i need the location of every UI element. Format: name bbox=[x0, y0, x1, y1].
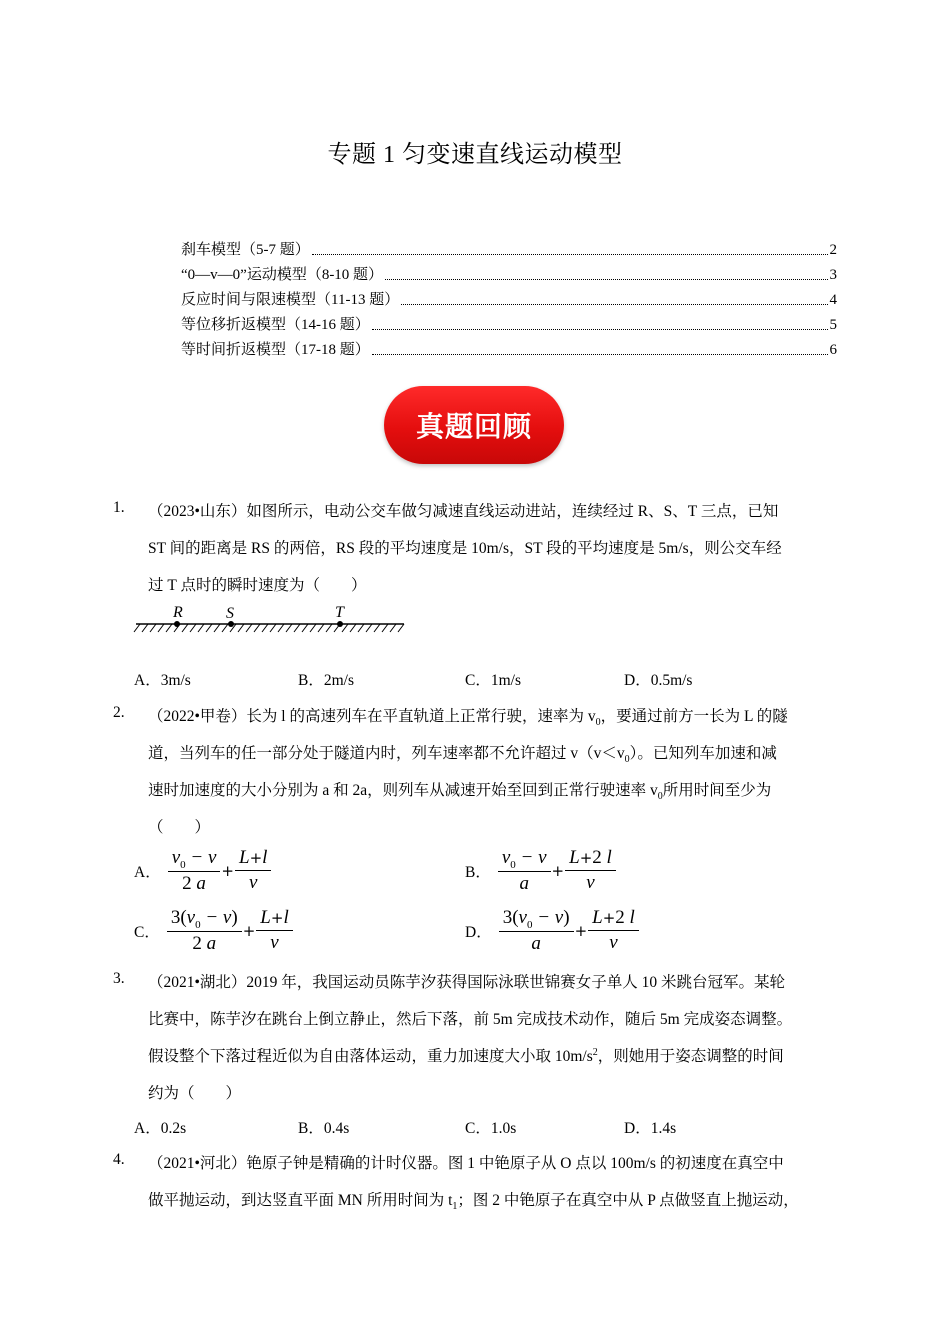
toc-page: 6 bbox=[829, 342, 837, 358]
option-key: A． bbox=[134, 864, 161, 881]
toc-label: 等位移折返模型（14-16 题） bbox=[181, 317, 370, 333]
formula-c: $\frac{3(v_0 - v)}{2 a}$ + $\frac{L+l}{v}$ bbox=[166, 907, 294, 956]
toc-entry[interactable] bbox=[181, 337, 837, 359]
option-a[interactable] bbox=[134, 846, 272, 896]
option-key: C． bbox=[134, 924, 160, 941]
point-r bbox=[174, 621, 180, 627]
question-text: 道，当列车的任一部分处于隧道内时，列车速率都不允许超过 $v(v<v_0)$。已知列车加速和减 bbox=[148, 745, 777, 766]
label-s: S bbox=[226, 605, 234, 622]
toc-page: 3 bbox=[829, 267, 837, 283]
option-d[interactable] bbox=[465, 906, 640, 956]
toc-page: 5 bbox=[829, 317, 837, 333]
option-key: B． bbox=[465, 864, 491, 881]
question-number: 2. bbox=[113, 704, 125, 721]
formula-b: $\frac{v_0 - v}{a}$ + $\frac{L+2 l}{v}$ bbox=[497, 847, 617, 896]
question-text: 约为（ ） bbox=[148, 1085, 242, 1102]
question-text: 过 T 点时的瞬时速度为（ ） bbox=[148, 577, 367, 594]
toc-label: 刹车模型（5-7 题） bbox=[181, 242, 310, 258]
option-b[interactable]: B．0.4s bbox=[298, 1120, 350, 1137]
question-text: （2022•甲卷）长为 l 的高速列车在平直轨道上正常行驶，速率为 $v_0$，要通过前方一长为 L 的隧 bbox=[148, 708, 788, 729]
question-text: 速时加速度的大小分别为 a 和 2a，则列车从减速开始至回到正常行驶速率 $v_0$所用时间至少为 bbox=[148, 782, 772, 803]
toc-entry[interactable] bbox=[181, 262, 837, 284]
option-c[interactable]: C．1m/s bbox=[465, 672, 521, 689]
option-d[interactable]: D．1.4s bbox=[624, 1120, 677, 1137]
formula-a: $\frac{v_0 - v}{2 a}$ + $\frac{L+l}{v}$ bbox=[167, 847, 273, 896]
question-text: ST 间的距离是 RS 的两倍，RS 段的平均速度是 10m/s，ST 段的平均速度是 5m/s，则公交车经 bbox=[148, 540, 782, 557]
option-c[interactable] bbox=[134, 906, 294, 956]
toc-entry[interactable] bbox=[181, 312, 837, 334]
label-r: R bbox=[173, 604, 183, 621]
label-t: T bbox=[335, 604, 344, 621]
option-b[interactable] bbox=[465, 846, 617, 896]
toc-leader bbox=[372, 329, 828, 330]
section-banner bbox=[384, 386, 564, 464]
question-text: （2021•河北）铯原子钟是精确的计时仪器。图 1 中铯原子从 O 点以 100m/s 的初速度在真空中 bbox=[148, 1155, 784, 1172]
question-text: 比赛中，陈芋汐在跳台上倒立静止，然后下落，前 5m 完成技术动作，随后 5m 完成姿态调整。 bbox=[148, 1011, 793, 1028]
formula-d: $\frac{3(v_0 - v)}{a}$ + $\frac{L+2 l}{v}$ bbox=[498, 907, 640, 956]
question-text: 假设整个下落过程近似为自由落体运动，重力加速度大小取 $10m/s^2$，则她用于姿态调整的时间 bbox=[148, 1046, 784, 1065]
question-number: 4. bbox=[113, 1151, 125, 1168]
point-t bbox=[337, 621, 343, 627]
toc-entry[interactable] bbox=[181, 287, 837, 309]
toc-page: 4 bbox=[829, 292, 837, 308]
question-text: （2021•湖北）2019 年，我国运动员陈芋汐获得国际泳联世锦赛女子单人 10 米跳台冠军。某轮 bbox=[148, 974, 786, 991]
toc-leader bbox=[312, 254, 828, 255]
banner-text: 真题回顾 bbox=[415, 410, 532, 443]
toc-label: “0—v—0”运动模型（8-10 题） bbox=[181, 267, 384, 283]
toc-leader bbox=[372, 354, 828, 355]
option-key: D． bbox=[465, 924, 492, 941]
toc-entry[interactable] bbox=[181, 237, 837, 259]
question-number: 1. bbox=[113, 499, 125, 516]
toc-label: 反应时间与限速模型（11-13 题） bbox=[181, 292, 400, 308]
road-figure bbox=[130, 598, 410, 638]
toc-page: 2 bbox=[829, 242, 837, 258]
question-text: 做平抛运动，到达竖直平面 MN 所用时间为 $t_1$；图 2 中铯原子在真空中从 P 点做竖直上抛运动， bbox=[148, 1192, 799, 1213]
option-c[interactable]: C．1.0s bbox=[465, 1120, 517, 1137]
option-d[interactable]: D．0.5m/s bbox=[624, 672, 693, 689]
option-a[interactable]: A．3m/s bbox=[134, 672, 191, 689]
option-a[interactable]: A．0.2s bbox=[134, 1120, 187, 1137]
toc-label: 等时间折返模型（17-18 题） bbox=[181, 342, 370, 358]
toc-leader bbox=[385, 279, 827, 280]
page-title: 专题 1 匀变速直线运动模型 bbox=[327, 142, 623, 168]
toc-leader bbox=[401, 304, 827, 305]
question-text: （ ） bbox=[148, 819, 211, 836]
question-text: （2023•山东）如图所示，电动公交车做匀减速直线运动进站，连续经过 R、S、T 三点，已知 bbox=[148, 503, 779, 520]
option-b[interactable]: B．2m/s bbox=[298, 672, 354, 689]
question-number: 3. bbox=[113, 970, 125, 987]
